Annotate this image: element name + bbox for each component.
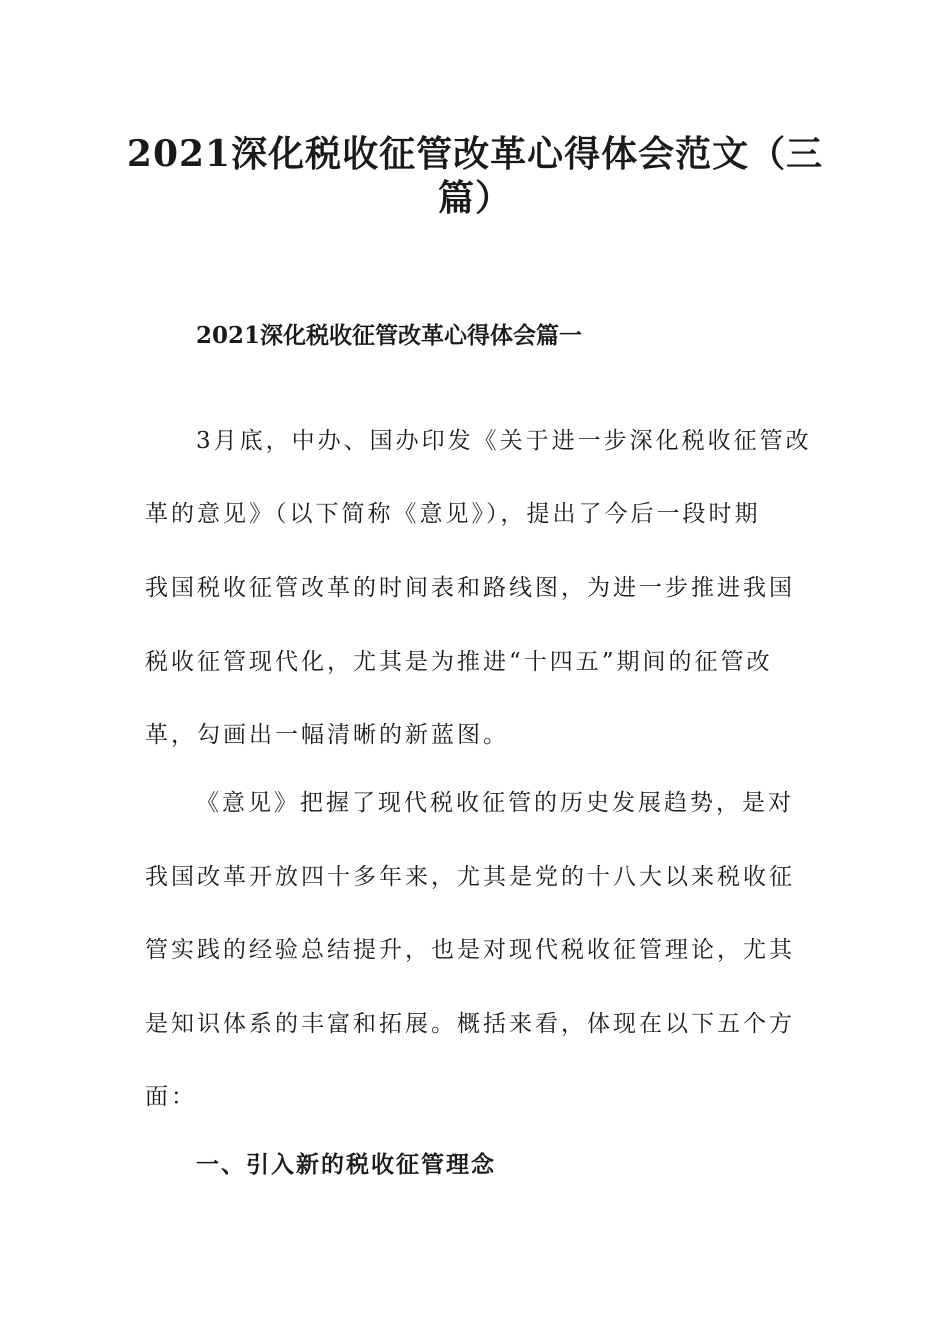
paragraph-1-line-2: 革的意见》（以下简称《意见》），提出了今后一段时期 (145, 501, 761, 527)
paragraph-1-line-3: 我国税收征管改革的时间表和路线图，为进一步推进我国 (145, 575, 795, 601)
paragraph-1-line-5: 革，勾画出一幅清晰的新蓝图。 (145, 722, 509, 748)
section-heading: 一、引入新的税收征管理念 (196, 1151, 496, 1178)
paragraph-2-line-2: 我国改革开放四十多年来，尤其是党的十八大以来税收征 (145, 864, 795, 890)
paragraph-2-line-4: 是知识体系的丰富和拓展。概括来看，体现在以下五个方 (145, 1011, 795, 1037)
document-title-line-2: 篇） (437, 177, 512, 219)
article-subheading: 2021深化税收征管改革心得体会篇一 (196, 322, 583, 349)
paragraph-2-line-5: 面： (145, 1084, 197, 1110)
paragraph-1-line-4: 税收征管现代化，尤其是为推进“十四五”期间的征管改 (145, 649, 773, 675)
document-title-line-1: 2021深化税收征管改革心得体会范文（三 (126, 133, 824, 175)
paragraph-2-line-3: 管实践的经验总结提升，也是对现代税收征管理论，尤其 (145, 937, 795, 963)
paragraph-2-line-1: 《意见》把握了现代税收征管的历史发展趋势，是对 (196, 790, 794, 816)
paragraph-1-line-1: 3月底，中办、国办印发《关于进一步深化税收征管改 (196, 428, 812, 454)
